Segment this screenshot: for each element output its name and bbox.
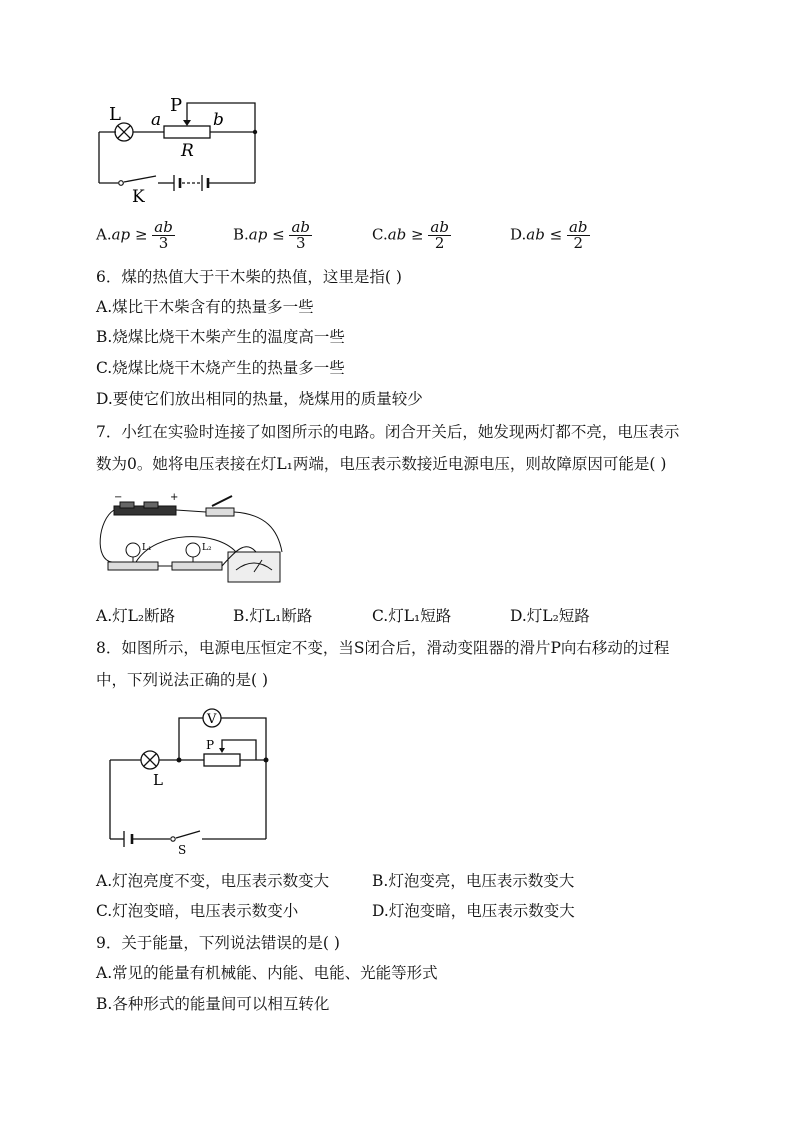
bulb-l1-label: L₁ [142, 543, 152, 553]
switch-label-S: S [178, 843, 187, 857]
q7-option-a[interactable]: A.灯L₂断路 [96, 607, 176, 625]
q8-stem-line2: 中，下列说法正确的是( ) [96, 671, 269, 689]
q8-option-b[interactable]: B.灯泡变亮，电压表示数变大 [372, 872, 575, 890]
label-K: K [132, 187, 145, 207]
q5-option-b[interactable]: B.ap ≤ $\frac{ab}{3}$ [233, 218, 311, 252]
q9-option-a[interactable]: A.常见的能量有机械能、内能、电能、光能等形式 [96, 964, 438, 982]
q6-option-a[interactable]: A.煤比干木柴含有的热量多一些 [96, 298, 314, 316]
q8-option-a[interactable]: A.灯泡亮度不变，电压表示数变大 [96, 872, 330, 890]
label-a: a [151, 110, 162, 130]
q6-option-d[interactable]: D.要使它们放出相同的热量，烧煤用的质量较少 [96, 390, 423, 408]
q9-stem: 9．关于能量，下列说法错误的是( ) [96, 934, 340, 952]
battery-minus-label: − [114, 492, 123, 503]
slider-label-P: P [206, 738, 215, 752]
circuit-figure-bulbs [96, 490, 296, 590]
q5-option-a[interactable]: A.ap ≥ $\frac{ab}{3}$ [96, 218, 173, 252]
q7-option-c[interactable]: C.灯L₁短路 [372, 607, 452, 625]
label-L: L [109, 104, 121, 125]
battery-plus-label: + [170, 492, 179, 503]
q8-stem-line1: 8．如图所示，电源电压恒定不变，当S闭合后，滑动变阻器的滑片P向右移动的过程 [96, 639, 670, 657]
q6-option-b[interactable]: B.烧煤比烧干木柴产生的温度高一些 [96, 328, 345, 346]
q7-option-d[interactable]: D.灯L₂短路 [510, 607, 590, 625]
label-b: b [213, 110, 224, 130]
label-P: P [170, 95, 183, 116]
q7-option-b[interactable]: B.灯L₁断路 [233, 607, 313, 625]
q9-option-b[interactable]: B.各种形式的能量间可以相互转化 [96, 995, 330, 1013]
bulb-l2-label: L₂ [202, 543, 212, 553]
q6-option-c[interactable]: C.烧煤比烧干木烧产生的热量多一些 [96, 359, 345, 377]
q8-option-c[interactable]: C.灯泡变暗，电压表示数变小 [96, 902, 299, 920]
lamp-label-L: L [153, 771, 163, 789]
q5-option-c[interactable]: C.ab ≥ $\frac{ab}{2}$ [372, 218, 449, 252]
q5-option-d[interactable]: D.ab ≤ $\frac{ab}{2}$ [510, 218, 588, 252]
q8-option-d[interactable]: D.灯泡变暗，电压表示数变大 [372, 902, 575, 920]
circuit-figure-rheostat [94, 92, 264, 207]
circuit-figure-voltmeter [104, 700, 279, 860]
q7-stem-line1: 7．小红在实验时连接了如图所示的电路。闭合开关后，她发现两灯都不亮，电压表示 [96, 423, 680, 441]
q7-stem-line2: 数为0。她将电压表接在灯L₁两端，电压表示数接近电源电压，则故障原因可能是( ) [96, 455, 667, 473]
voltmeter-label: V [207, 712, 217, 727]
q6-stem: 6．煤的热值大于干木柴的热值，这里是指( ) [96, 268, 402, 286]
label-R: R [181, 141, 194, 161]
